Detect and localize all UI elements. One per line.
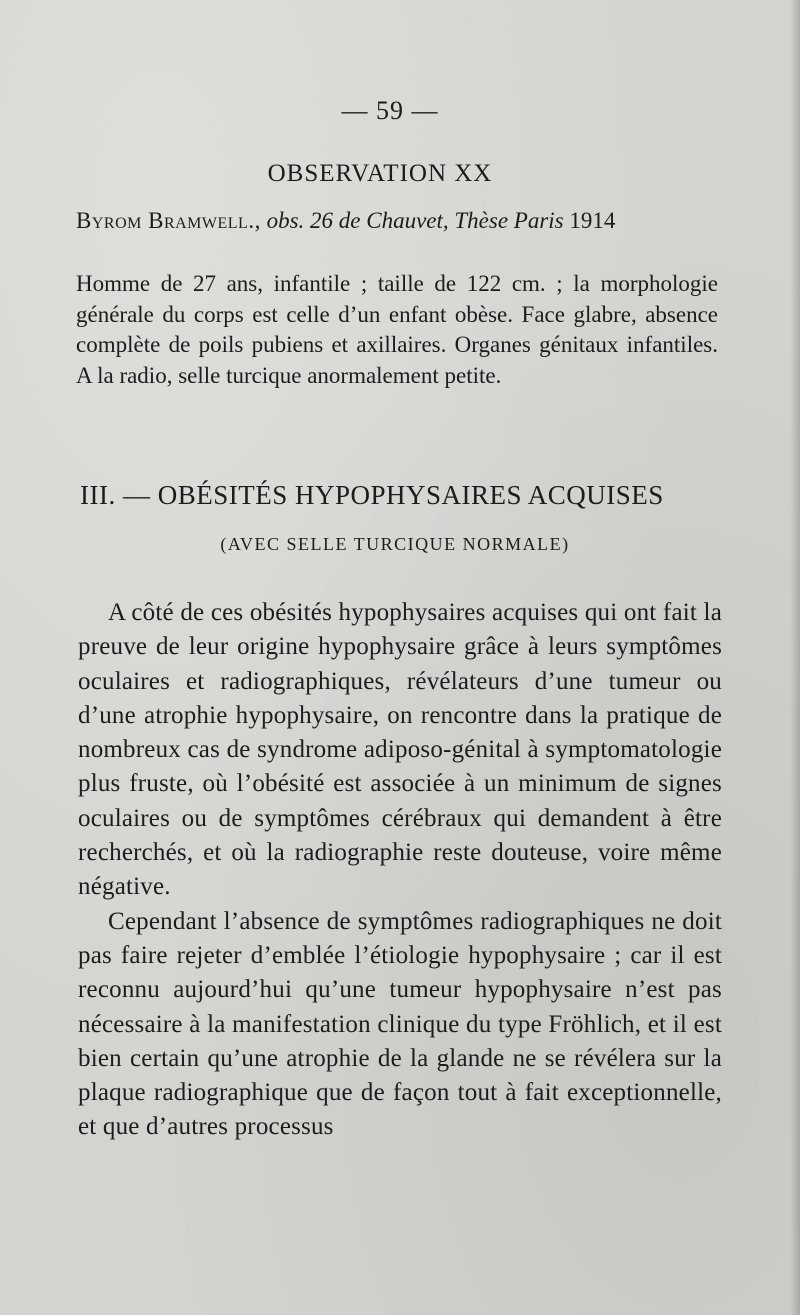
citation-author: Byrom Bramwell., — [76, 208, 261, 233]
citation-line — [76, 208, 722, 234]
observation-title: OBSERVATION XX — [267, 160, 493, 187]
section-subheading: (AVEC SELLE TURCIQUE NORMALE) — [220, 534, 570, 554]
body-paragraph-1: A côté de ces obésités hypophysaires acquises qui ont fait la preuve de leur origine hypophysaire grâce à leurs symptômes oculaires et radiographiques, révélateurs d’une tumeur ou d’une atrophie hypophysaire, on rencontre dans la pratique de nombreux cas de syndrome adiposo-génital à symptomatologie plus fruste, où l’obésité est associée à un minimum de signes oculaires ou de symptômes cérébraux qui demandent à être recherchés, et où la radiographie reste douteuse, voire même négative. — [78, 599, 722, 901]
observation-paragraph: Homme de 27 ans, infantile ; taille de 122 cm. ; la morphologie générale du corps est celle d’un enfant obèse. Face glabre, absence complète de poils pubiens et axillaires. Organes génitaux infantiles. A la radio, selle turcique anormalement petite. — [76, 271, 718, 388]
page-edge-shadow — [790, 0, 800, 1315]
body-paragraph-2: Cependant l’absence de symptômes radiographiques ne doit pas faire rejeter d’emblée l’étiologie hypophysaire ; car il est reconnu aujourd’hui qu’une tumeur hypophysaire n’est pas nécessaire à la manifestation clinique du type Fröhlich, et il est bien certain qu’une atrophie de la glande ne se révélera sur la plaque radiographique que de façon tout à fait exceptionnelle, et que d’autres processus — [78, 907, 722, 1141]
citation-year: 1914 — [569, 208, 616, 233]
section-body — [78, 596, 722, 1145]
observation-text — [76, 269, 718, 391]
citation-source: obs. 26 de Chauvet, Thèse Paris — [266, 208, 564, 233]
section-heading: III. — OBÉSITÉS HYPOPHYSAIRES ACQUISES — [80, 480, 664, 510]
page-number: — 59 — — [341, 96, 439, 125]
